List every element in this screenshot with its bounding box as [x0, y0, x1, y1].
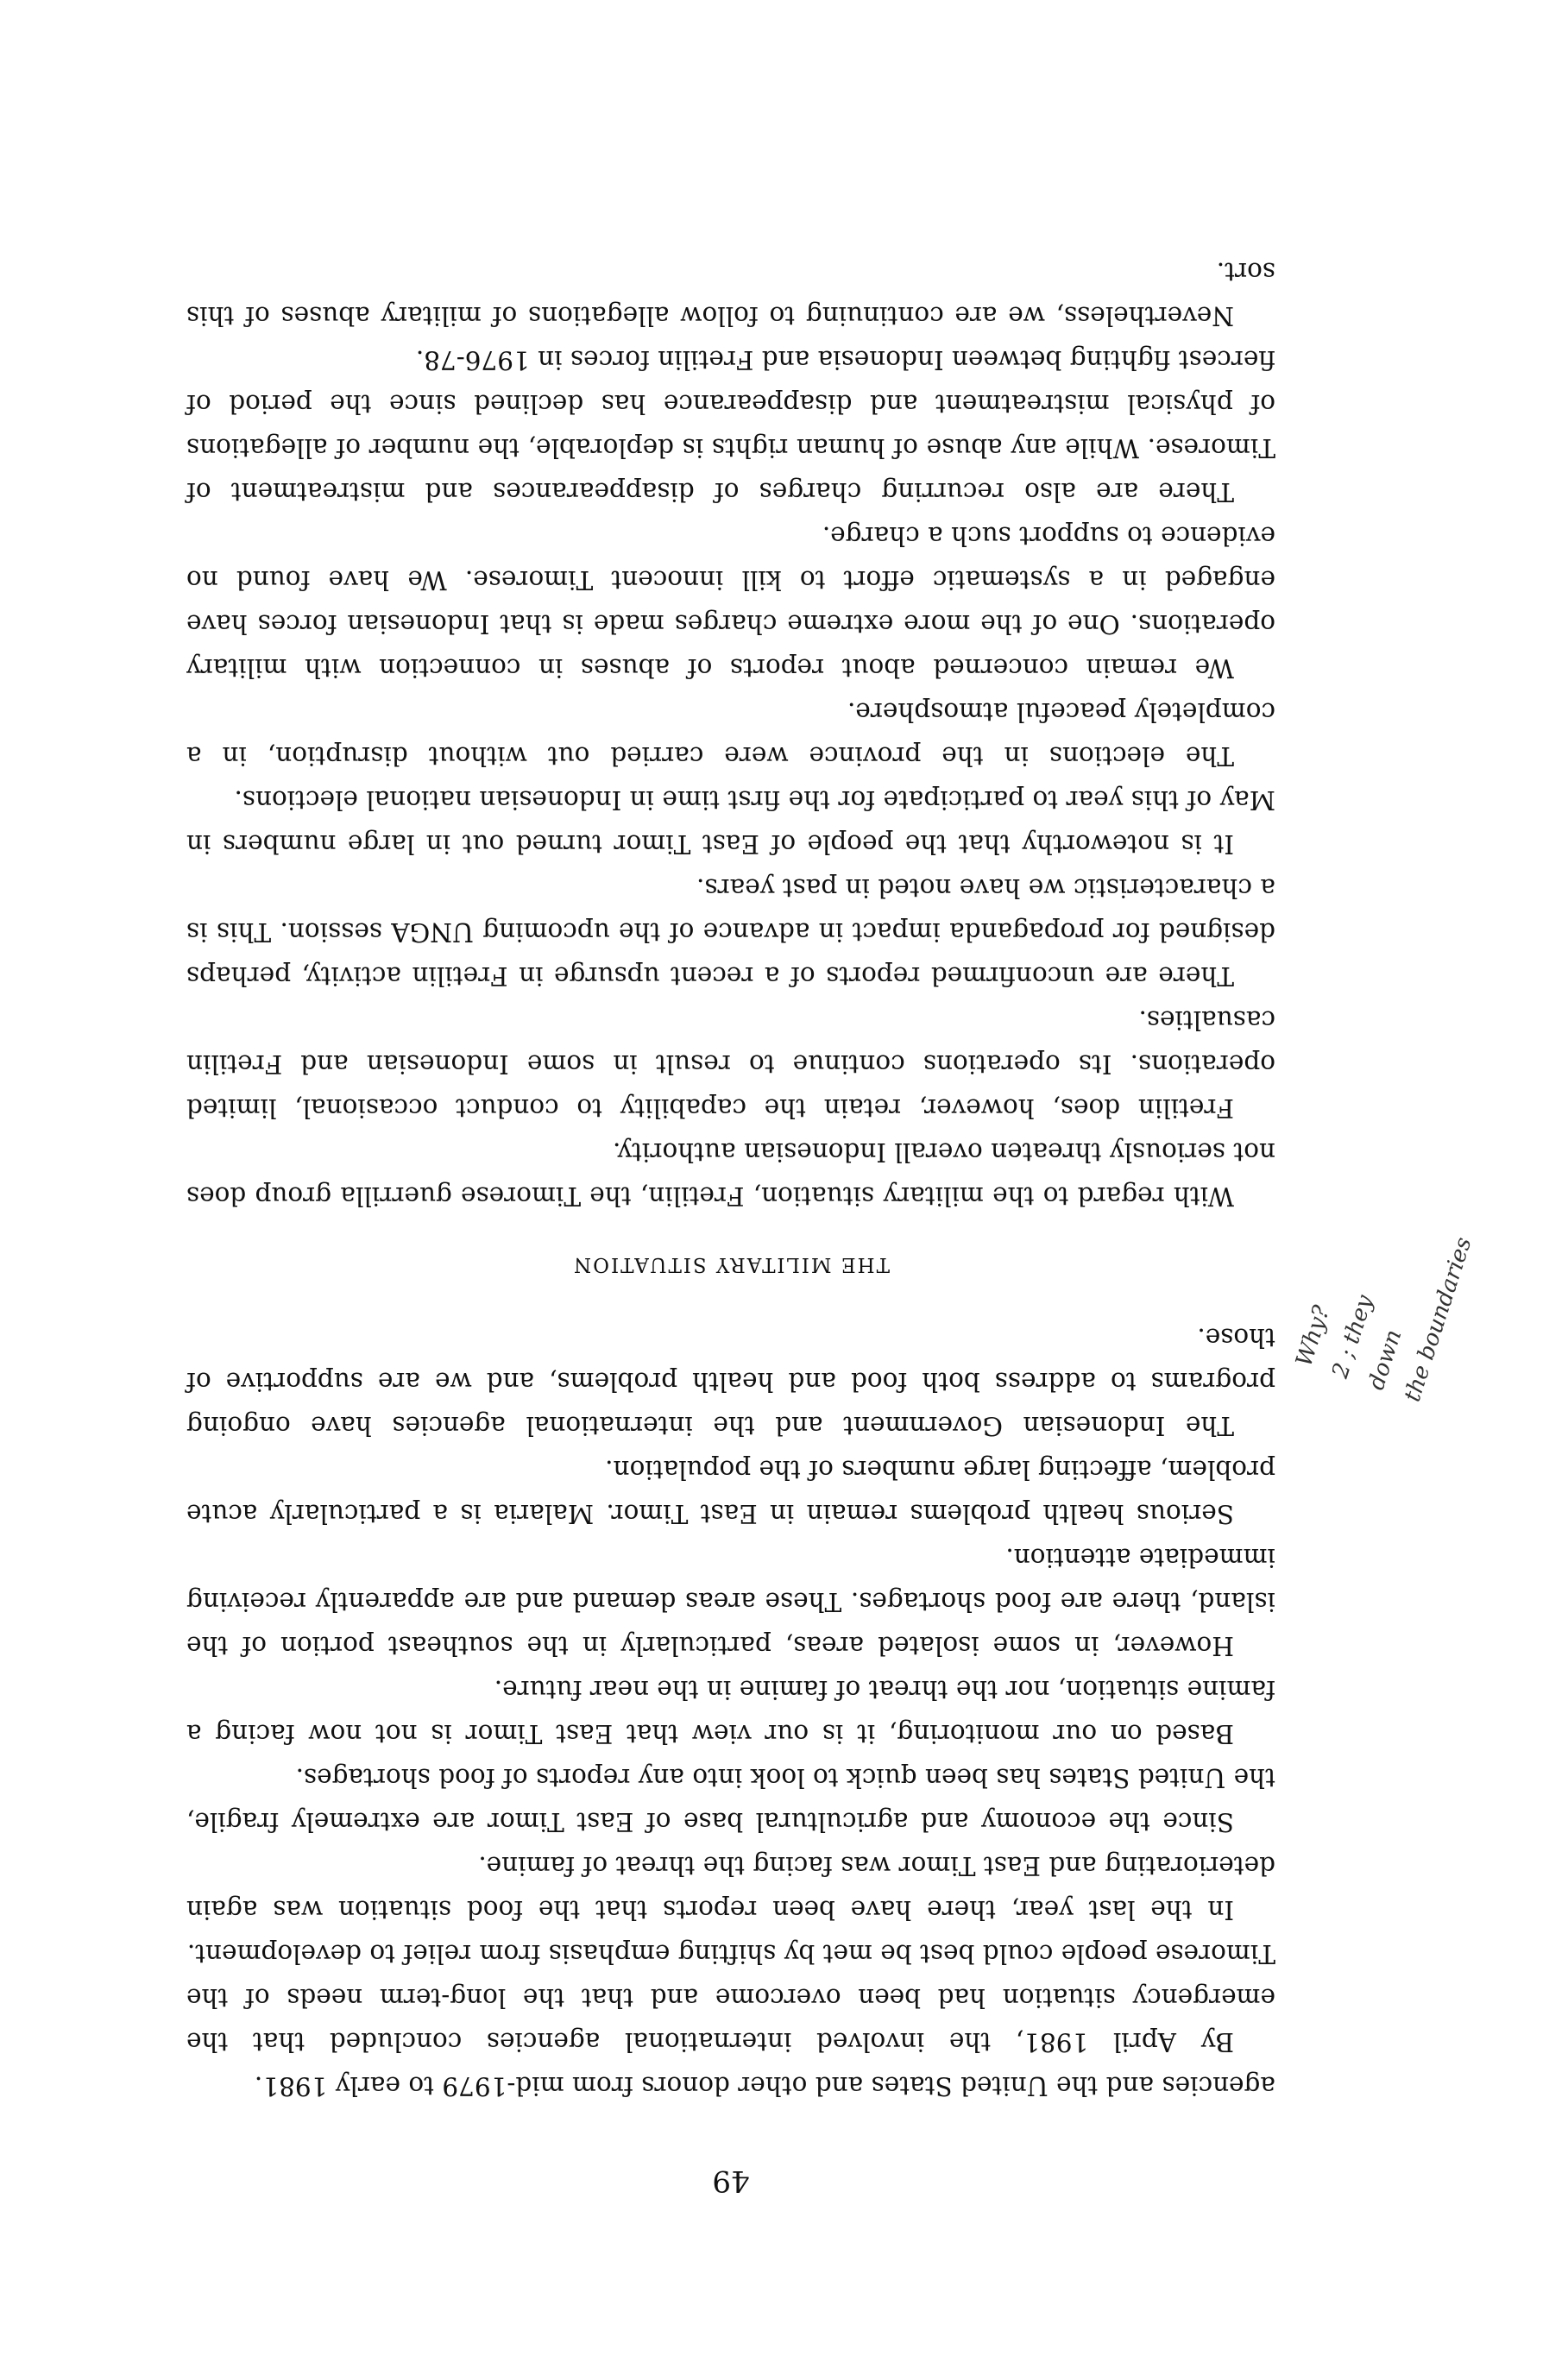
margin-note-line: down	[1363, 1326, 1407, 1394]
margin-note-line: Why?	[1291, 1302, 1336, 1370]
section-heading: THE MILITARY SITUATION	[572, 1253, 890, 1276]
page-number: 49	[712, 2164, 750, 2198]
paragraph: Based on our monitoring, it is our view that East Timor is not now facing a famine situation, nor the threat of famine in the near future.	[186, 1675, 1275, 1748]
text-block	[186, 249, 1275, 2202]
margin-note-line: the boundaries	[1399, 1234, 1477, 1405]
paragraph: In the last year, there have been reports that the food situation was again deteriorating and East Timor was facing the threat of famine.	[186, 1851, 1275, 1924]
paragraph: Nevertheless, we are continuing to follow allegations of military abuses of this sort.	[186, 257, 1275, 331]
paragraph: agencies and the United States and other donors from mid-1979 to early 1981.	[254, 2071, 1275, 2101]
paragraph: There are also recurring charges of disappearances and mistreatment of Timorese. While any abuse of human rights is deplorable, the number of allegations of physical mistreatment and disappearance has declined since the period of fiercest fighting between Indonesia and Fretilin forces in 1976-78.	[186, 345, 1275, 507]
margin-note-line: 2	[1327, 1359, 1357, 1382]
paragraph: It is noteworthy that the people of East Timor turned out in large numbers in May of this year to participate for the first time in Indonesian national elections.	[186, 785, 1275, 859]
paragraph: With regard to the military situation, Fretilin, the Timorese guerrilla group does not seriously threaten overall Indonesian authority.	[186, 1137, 1275, 1211]
paragraph: Serious health problems remain in East Timor. Malaria is a particularly acute problem, affecting large numbers of the population.	[186, 1455, 1275, 1528]
paragraph: The Indonesian Government and the international agencies have ongoing programs to address both food and health problems, and we are supportive of those.	[186, 1323, 1275, 1440]
paragraph: There are unconfirmed reports of a recent upsurge in Fretilin activity, perhaps designed for propaganda impact in advance of the upcoming UNGA session. This is a characteristic we have noted in past years.	[186, 873, 1275, 991]
paragraph: The elections in the province were carried out without disruption, in a completely peaceful atmosphere.	[186, 697, 1275, 771]
paragraph: Since the economy and agricultural base of East Timor are extremely fragile, the United States has been quick to look into any reports of food shortages.	[186, 1763, 1275, 1836]
paragraph: By April 1981, the involved international agencies concluded that the emergency situation had been overcome and that the long-term needs of the Timorese people could best be met by shifting emphasis from relief to development.	[186, 1939, 1275, 2057]
paragraph: However, in some isolated areas, particularly in the southeast portion of the island, there are food shortages. These areas demand and are apparently receiving immediate attention.	[186, 1543, 1275, 1660]
paragraph: Fretilin does, however, retain the capability to conduct occasional, limited operations. Its operations continue to result in some Indonesian and Fretilin casualties.	[186, 1005, 1275, 1123]
paragraph: We remain concerned about reports of abuses in connection with military operations. One of the more extreme charges made is that Indonesian forces have engaged in a systematic effort to kill innocent Timorese. We have found no evidence to support such a charge.	[186, 521, 1275, 683]
margin-note-line: ; they	[1333, 1292, 1379, 1362]
